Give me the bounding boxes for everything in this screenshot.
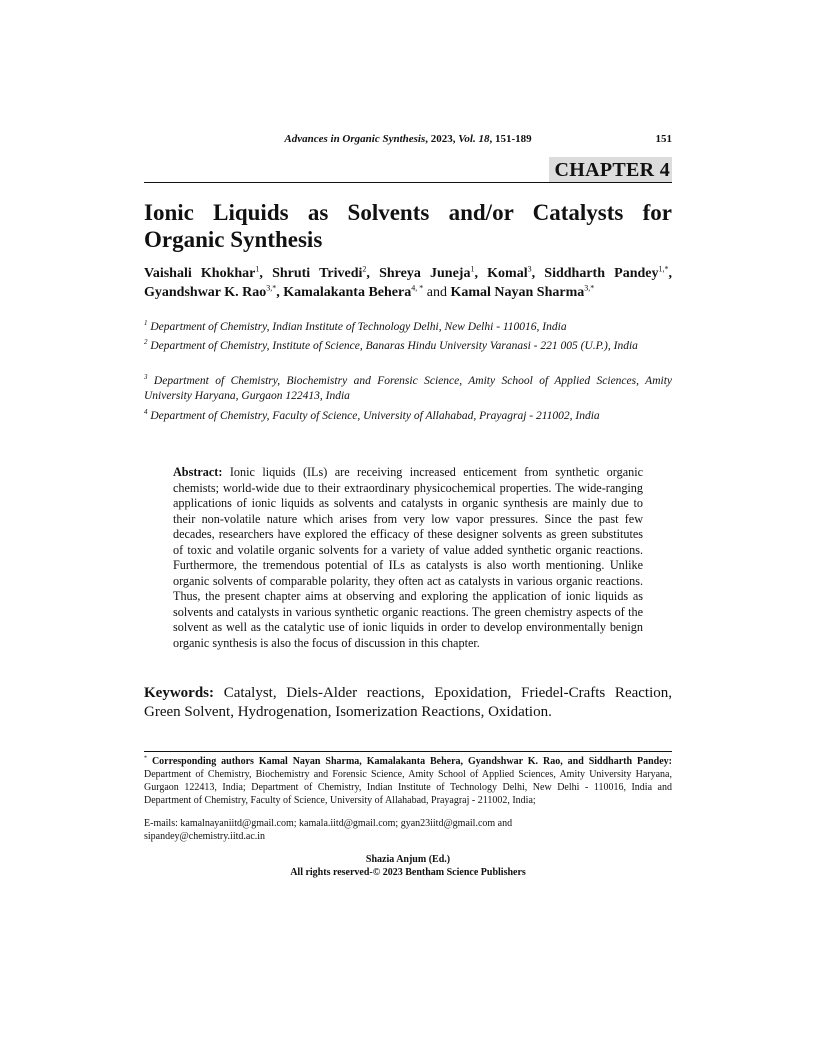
- affiliation-mark: 3: [144, 373, 148, 382]
- affiliation-3: [144, 374, 672, 404]
- affiliation-mark: 1: [144, 319, 148, 328]
- emails-line: E-mails: kamalnayaniitd@gmail.com; kamala.iitd@gmail.com; gyan23iitd@gmail.com and: [144, 818, 513, 829]
- author-affil-mark: 1: [255, 264, 260, 274]
- author-name: Komal: [487, 266, 528, 281]
- author-name: Siddharth Pandey: [544, 266, 659, 281]
- author-name: Kamalakanta Behera: [283, 285, 412, 300]
- affiliation-mark: 4: [144, 408, 148, 417]
- affiliation-text: Department of Chemistry, Institute of Science, Banaras Hindu University Varanasi - 221 005 (U.P.), India: [150, 340, 638, 352]
- abstract: [173, 465, 643, 651]
- keywords: [144, 684, 672, 722]
- footnote-text: Department of Chemistry, Biochemistry and Forensic Science, Amity School of Applied Sciences, Amity University Haryana, Gurgaon 122413, India; Department of Chemistry, Indian Institute of Technology Delhi, New Delhi - 110016, India and Department of Chemistry, Faculty of Science, University of Allahabad, Prayagraj - 211002, India;: [144, 769, 672, 806]
- author-name: Gyandshwar K. Rao: [144, 285, 267, 300]
- abstract-label: Abstract:: [173, 465, 223, 479]
- author-affil-mark: 1,*: [658, 264, 669, 274]
- author-name: Kamal Nayan Sharma: [450, 285, 585, 300]
- journal-year: , 2023,: [425, 133, 459, 145]
- chapter-title: Ionic Liquids as Solvents and/or Catalysts for Organic Synthesis: [144, 200, 672, 252]
- emails-line: sipandey@chemistry.iitd.ac.in: [144, 831, 266, 842]
- author-list: Vaishali Khokhar$^1$, Shruti Trivedi$^2$, Shreya Juneja$^1$, Komal$^3$, Siddharth Pandey$^{1,*}$, Gyandshwar K. Rao$^{3,*}$, Kamalakanta Behera$^{4, *}$ and Kamal Nayan Sharma$^{3,*}$: [144, 264, 673, 300]
- editor-name: Shazia Anjum (Ed.): [365, 854, 451, 865]
- footnote-mark: *: [144, 755, 147, 762]
- journal-pages: , 151-189: [489, 133, 532, 145]
- publisher-footer: [144, 853, 672, 879]
- author-name: Shreya Juneja: [379, 266, 471, 281]
- author-affil-mark: 2: [362, 264, 367, 274]
- author-affil-mark: 3,*: [266, 283, 277, 293]
- footnote-rule: [144, 751, 672, 752]
- chapter-label: CHAPTER 4: [549, 157, 672, 183]
- affiliation-text: Department of Chemistry, Biochemistry and Forensic Science, Amity School of Applied Sciences, Amity University Haryana, Gurgaon 122413, India: [144, 375, 672, 402]
- author-affil-mark: 3,*: [584, 283, 595, 293]
- journal-name: Advances in Organic Synthesis: [284, 133, 426, 145]
- copyright-line: All rights reserved-© 2023 Bentham Science Publishers: [290, 867, 526, 878]
- author-and: and: [426, 285, 447, 300]
- journal-citation: [144, 133, 672, 145]
- author-name: Vaishali Khokhar: [144, 266, 256, 281]
- page-number: 151: [655, 133, 672, 145]
- keywords-label: Keywords:: [144, 685, 214, 701]
- keywords-text: Catalyst, Diels-Alder reactions, Epoxidation, Friedel-Crafts Reaction, Green Solvent, Hydrogenation, Isomerization Reactions, Oxidation.: [144, 685, 672, 720]
- corresponding-emails: [144, 817, 672, 843]
- running-header: [144, 133, 672, 149]
- chapter-rule: [144, 182, 672, 183]
- affiliation-4: [144, 409, 672, 424]
- affiliation-2: [144, 339, 672, 354]
- affiliation-mark: 2: [144, 338, 148, 347]
- author-name: Shruti Trivedi: [272, 266, 363, 281]
- affiliation-text: Department of Chemistry, Faculty of Science, University of Allahabad, Prayagraj - 211002, India: [150, 410, 600, 422]
- affiliation-text: Department of Chemistry, Indian Institute of Technology Delhi, New Delhi - 110016, India: [150, 321, 567, 333]
- corresponding-footnote: [144, 755, 672, 807]
- author-affil-mark: 3: [527, 264, 532, 274]
- author-affil-mark: 4, *: [411, 283, 424, 293]
- affiliation-1: [144, 320, 672, 335]
- author-affil-mark: 1: [470, 264, 475, 274]
- journal-volume: Vol. 18: [458, 133, 490, 145]
- footnote-authors: Corresponding authors Kamal Nayan Sharma, Kamalakanta Behera, Gyandshwar K. Rao, and Siddharth Pandey:: [151, 756, 672, 767]
- abstract-text: Ionic liquids (ILs) are receiving increased enticement from synthetic organic chemists; world-wide due to their extraordinary physicochemical properties. The wide-ranging applications of ionic liquids as solvents and catalysts in organic synthesis are mainly due to their non-volatile nature which arises from very low vapor pressures. Since the past few decades, researchers have explored the efficacy of these designer solvents as green substitutes of toxic and volatile organic solvents for a variety of value added synthetic organic reactions. Furthermore, the tremendous potential of ILs as catalysts is also worth mentioning. Unlike organic solvents of comparable polarity, they often act as catalysts in various organic reactions. Thus, the present chapter aims at observing and exploring the application of ionic liquids as solvents and catalysts in various synthetic organic reactions. The green chemistry aspects of the solvent as well as the catalytic use of ionic liquids in order to develop environmentally benign organic synthesis is also the focus of discussion in this chapter.: [173, 465, 644, 650]
